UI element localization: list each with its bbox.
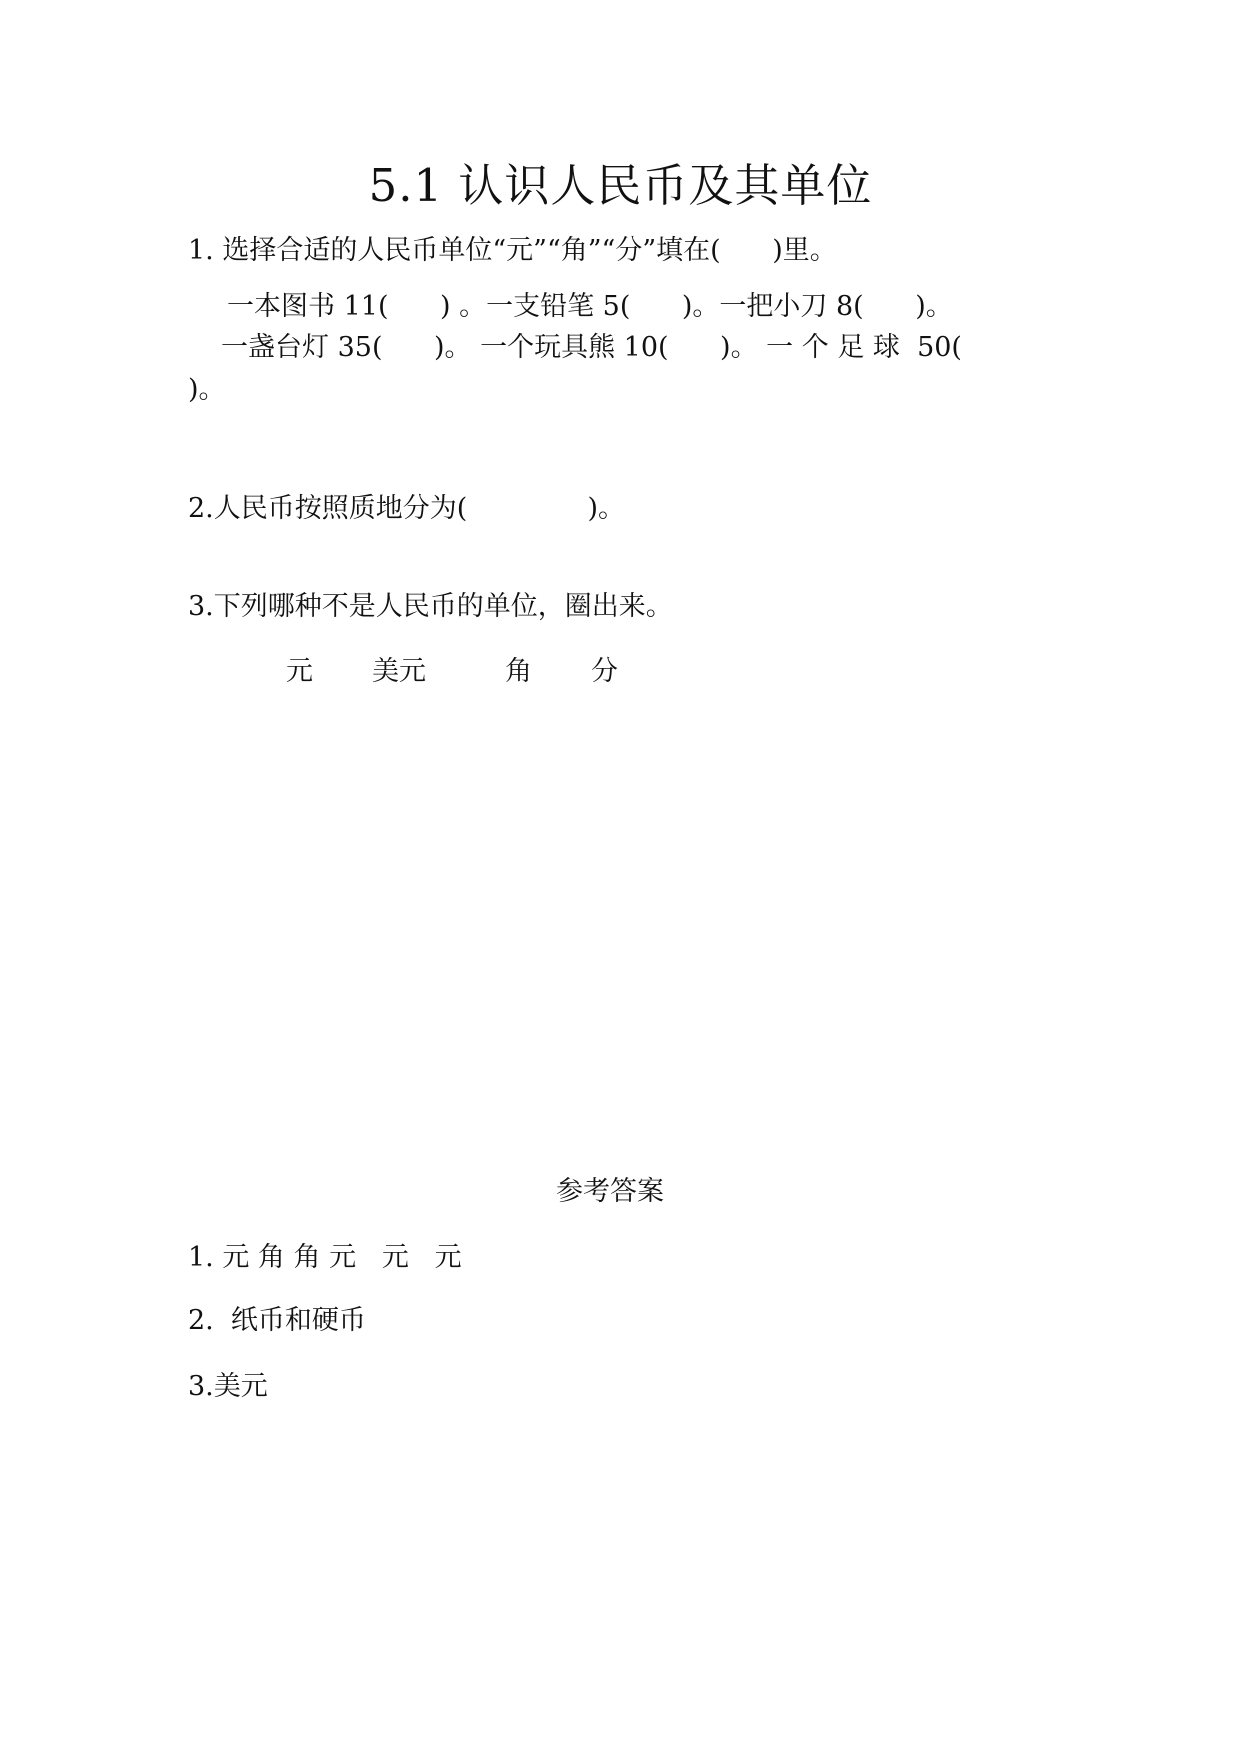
question-1-prompt: 1. 选择合适的人民币单位“元”“角”“分”填在( )里。 (188, 235, 837, 266)
question-1-line-3: )。 (188, 374, 226, 405)
answer-1: 1. 元 角 角 元 元 元 (188, 1242, 462, 1273)
option-yuan: 元 (286, 656, 313, 687)
question-1-line-1: 一本图书 11( ) 。一支铅笔 5( )。一把小刀 8( )。 (227, 291, 953, 322)
question-2-prompt: 2.人民币按照质地分为( )。 (188, 493, 625, 524)
answer-key-heading: 参考答案 (556, 1176, 664, 1207)
option-us-dollar: 美元 (372, 656, 426, 687)
answer-3: 3.美元 (188, 1371, 268, 1402)
answer-2: 2. 纸币和硬币 (188, 1305, 366, 1336)
page-title: 5.1 认识人民币及其单位 (368, 159, 873, 212)
question-3-prompt: 3.下列哪种不是人民币的单位，圈出来。 (188, 591, 673, 622)
question-1-line-2: 一盏台灯 35( )。 一个玩具熊 10( )。 一 个 足 球 50( (221, 332, 962, 363)
option-jiao: 角 (505, 656, 532, 687)
option-fen: 分 (591, 656, 618, 687)
